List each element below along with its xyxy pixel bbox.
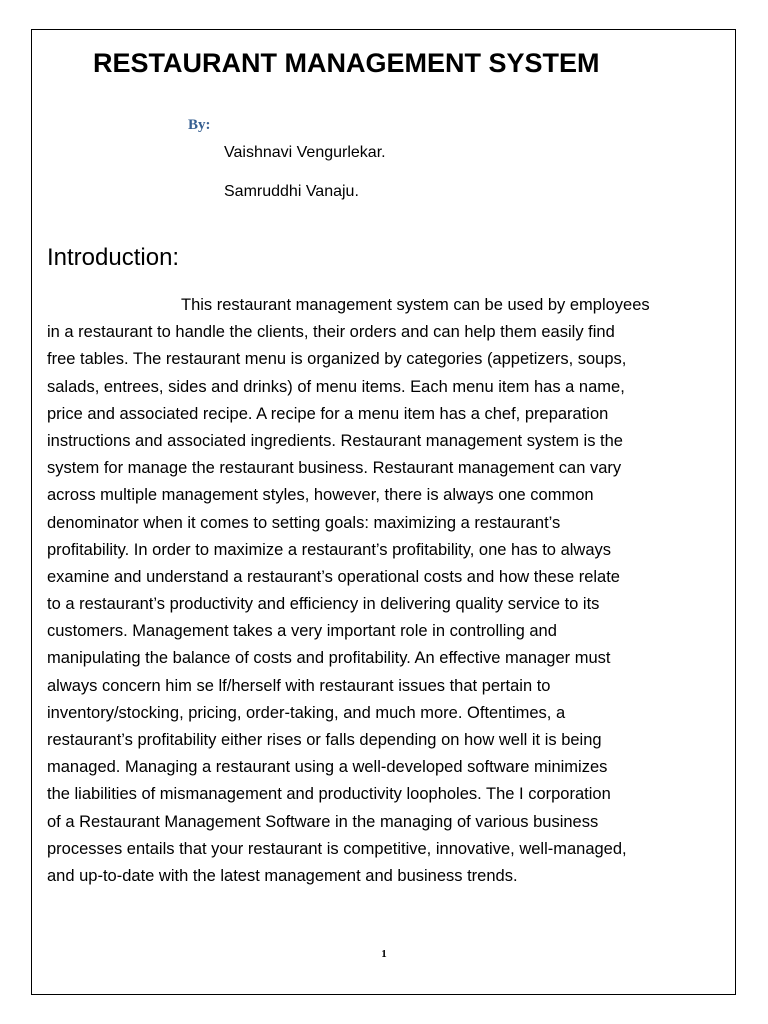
paragraph-line: always concern him se lf/herself with restaurant issues that pertain to	[47, 676, 551, 695]
document-title: RESTAURANT MANAGEMENT SYSTEM	[93, 48, 600, 78]
paragraph-line: profitability. In order to maximize a restaurant’s profitability, one has to always	[47, 540, 612, 559]
paragraph-line: This restaurant management system can be used by employees	[181, 296, 650, 314]
paragraph-line: instructions and associated ingredients. Restaurant management system is the	[47, 431, 623, 450]
introduction-paragraph	[47, 292, 719, 890]
paragraph-line: the liabilities of mismanagement and productivity loopholes. The I corporation	[47, 785, 611, 804]
paragraph-line: managed. Managing a restaurant using a well-developed software minimizes	[47, 758, 608, 777]
paragraph-line: across multiple management styles, however, there is always one common	[47, 486, 594, 505]
page-number: 1	[381, 948, 387, 960]
paragraph-line: customers. Management takes a very important role in controlling and	[47, 622, 557, 641]
by-label: By:	[188, 117, 211, 133]
paragraph-line: manipulating the balance of costs and profitability. An effective manager must	[47, 649, 611, 668]
paragraph-line: price and associated recipe. A recipe for a menu item has a chef, preparation	[47, 404, 609, 423]
paragraph-line: system for manage the restaurant business. Restaurant management can vary	[47, 459, 622, 478]
section-heading-introduction: Introduction:	[47, 244, 180, 271]
paragraph-line: of a Restaurant Management Software in the managing of various business	[47, 812, 599, 831]
paragraph-line: examine and understand a restaurant’s operational costs and how these relate	[47, 567, 620, 586]
paragraph-line: inventory/stocking, pricing, order-taking, and much more. Oftentimes, a	[47, 703, 566, 722]
paragraph-line: denominator when it comes to setting goals: maximizing a restaurant’s	[47, 513, 561, 532]
paragraph-line: salads, entrees, sides and drinks) of menu items. Each menu item has a name,	[47, 377, 625, 396]
paragraph-line: free tables. The restaurant menu is organized by categories (appetizers, soups,	[47, 350, 627, 369]
paragraph-line: in a restaurant to handle the clients, their orders and can help them easily find	[47, 323, 615, 342]
paragraph-line: and up-to-date with the latest management and business trends.	[47, 866, 518, 885]
paragraph-line: to a restaurant’s productivity and efficiency in delivering quality service to its	[47, 595, 600, 614]
paragraph-line: processes entails that your restaurant is competitive, innovative, well-managed,	[47, 839, 627, 858]
author-name: Samruddhi Vanaju.	[224, 183, 359, 200]
paragraph-line: restaurant’s profitability either rises or falls depending on how well it is being	[47, 731, 602, 749]
author-name: Vaishnavi Vengurlekar.	[224, 144, 386, 161]
